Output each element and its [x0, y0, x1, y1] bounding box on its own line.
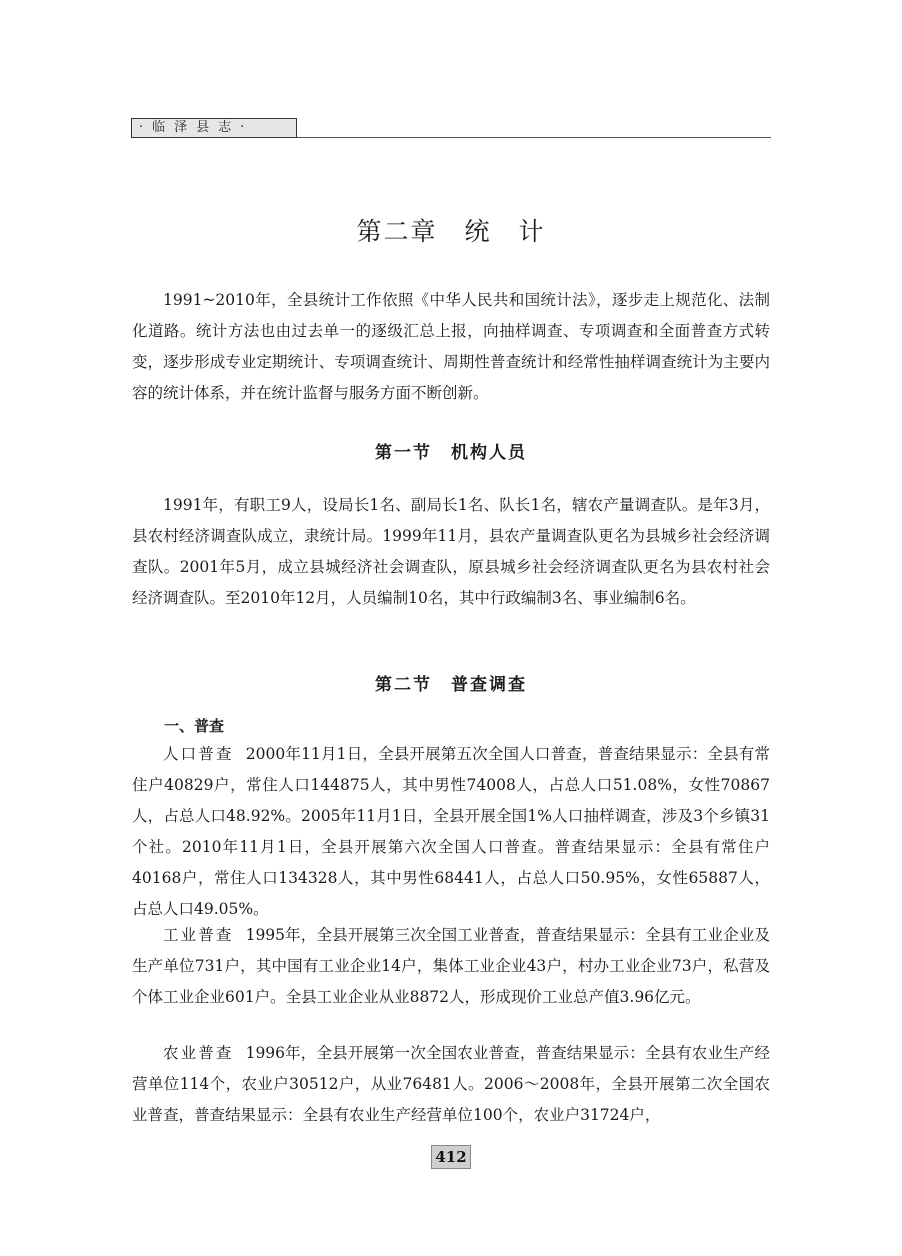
chapter-intro-paragraph: 1991~2010年，全县统计工作依照《中华人民共和国统计法》，逐步走上规范化、法制化道路。统计方法也由过去单一的逐级汇总上报，向抽样调查、专项调查和全面普查方式转变，逐步形成专业定期统计、专项调查统计、周期性普查统计和经常性抽样调查统计为主要内容的统计体系，并在统计监督与服务方面不断创新。 — [132, 291, 770, 402]
section-title-organization: 第一节 机构人员 — [375, 443, 527, 463]
running-header — [131, 118, 771, 140]
industry-census-lead: 工业普查 — [163, 926, 234, 944]
header-rule — [297, 137, 771, 138]
industry-census-text: 1995年，全县开展第三次全国工业普查，普查结果显示：全县有工业企业及生产单位731户，其中国有工业企业14户，集体工业企业43户，村办工业企业73户，私营及个体工业企业601户。全县工业企业从业8872人，形成现价工业总产值3.96亿元。 — [132, 926, 770, 1006]
book-title-label: ·临泽县志· — [131, 118, 297, 138]
section-title-census-survey: 第二节 普查调查 — [375, 675, 527, 695]
chapter-title: 第二章 统 计 — [356, 217, 546, 246]
population-census-paragraph — [132, 739, 770, 925]
agriculture-census-text: 1996年，全县开展第一次全国农业普查，普查结果显示：全县有农业生产经营单位114个，农业户30512户，从业76481人。2006～2008年，全县开展第二次全国农业普查，普查结果显示：全县有农业生产经营单位100个，农业户31724户， — [132, 1044, 770, 1124]
agriculture-census-paragraph — [132, 1038, 770, 1131]
section1-paragraph: 1991年，有职工9人，设局长1名、副局长1名、队长1名，辖农产量调查队。是年3月，县农村经济调查队成立，隶统计局。1999年11月，县农产量调查队更名为县城乡社会经济调查队。2001年5月，成立县城经济社会调查队，原县城乡社会经济调查队更名为县农村社会经济调查队。至2010年12月，人员编制10名，其中行政编制3名、事业编制6名。 — [132, 496, 770, 607]
population-census-lead: 人口普查 — [163, 745, 234, 763]
industry-census-paragraph — [132, 920, 770, 1013]
agriculture-census-lead: 农业普查 — [163, 1044, 234, 1062]
page-number: 412 — [431, 1145, 471, 1169]
population-census-text: 2000年11月1日，全县开展第五次全国人口普查，普查结果显示：全县有常住户40829户，常住人口144875人，其中男性74008人，占总人口51.08%，女性70867人，占总人口48.92%。2005年11月1日，全县开展全国1%人口抽样调查，涉及3个乡镇31个社。2010年11月1日，全县开展第六次全国人口普查。普查结果显示：全县有常住户40168户，常住人口134328人，其中男性68441人，占总人口50.95%，女性65887人，占总人口49.05%。 — [132, 745, 770, 918]
subheading-census: 一、普查 — [164, 717, 225, 735]
